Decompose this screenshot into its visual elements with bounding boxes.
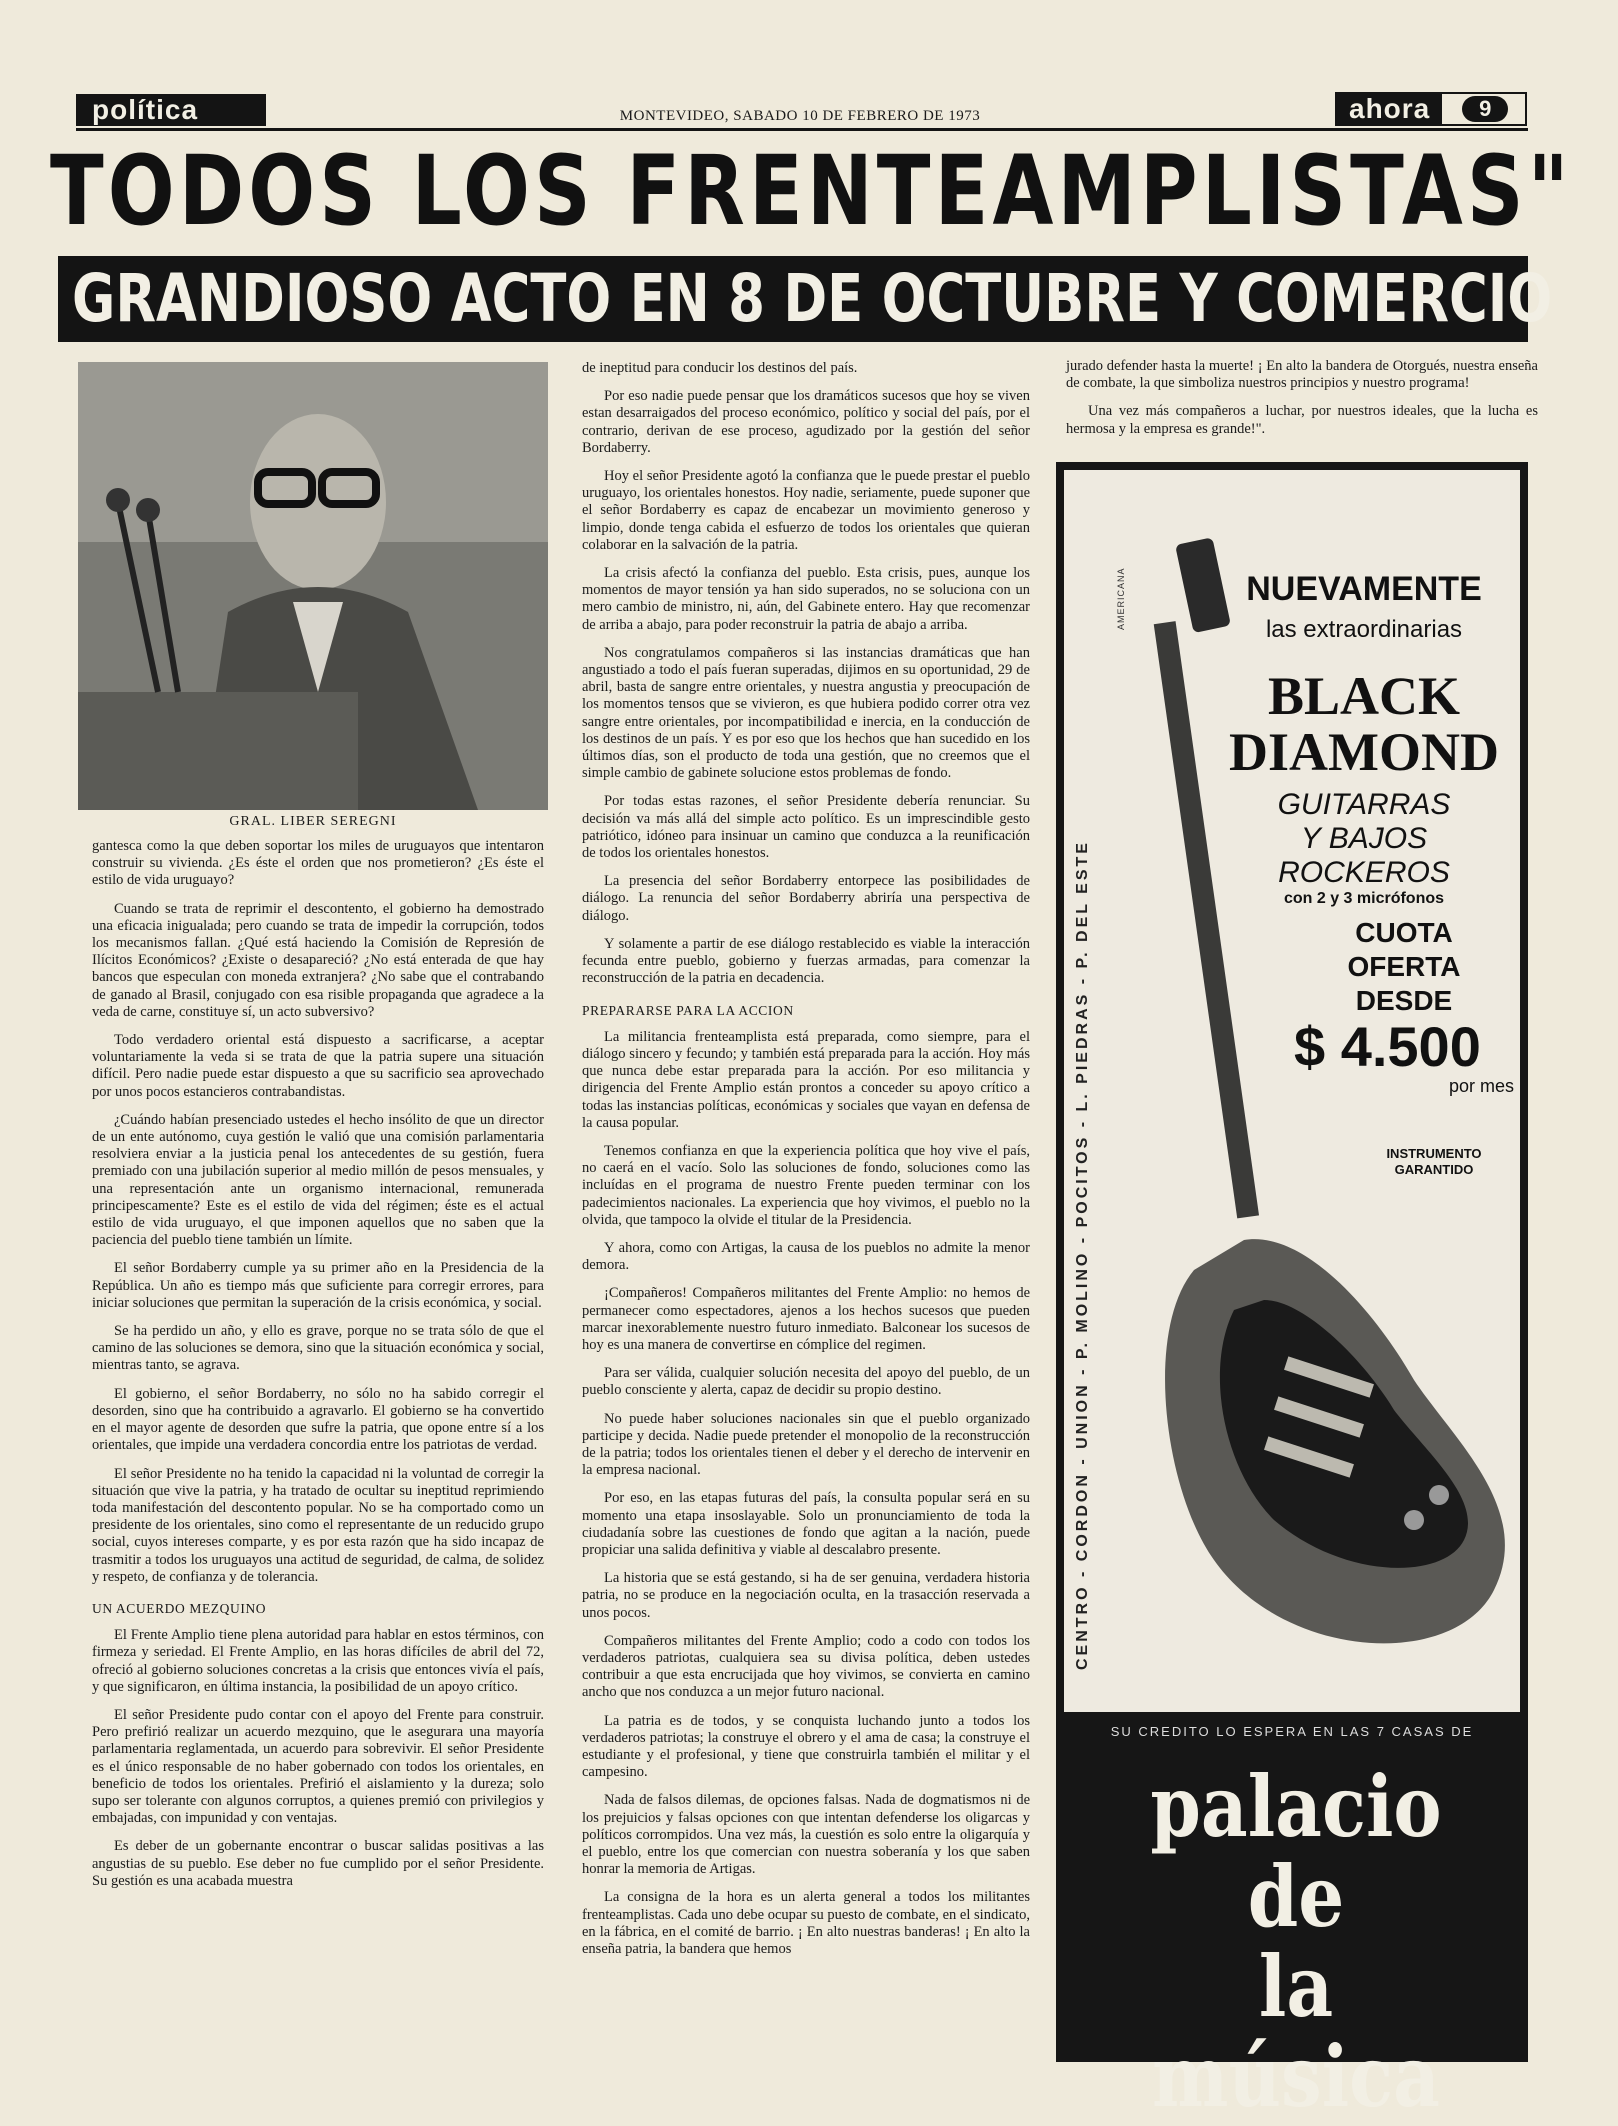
masthead-brand xyxy=(1335,92,1527,126)
paragraph: Hoy el señor Presidente agotó la confianza que le puede prestar el pueblo uruguayo, los orientales honestos. Hoy nadie, seriamente, puede suponer que el señor Bordaberry es capaz de encabezar un movimiento generoso y limpio, donde tenga cabida el esfuerzo de todos los orientales que quieran colaborar en la salvación de la patria. xyxy=(582,468,1030,553)
ad-mics: con 2 y 3 micrófonos xyxy=(1283,890,1445,907)
page-number: 9 xyxy=(1462,96,1508,122)
article-subhead: PREPARARSE PARA LA ACCION xyxy=(582,1002,794,1018)
paragraph: El señor Presidente no ha tenido la capacidad ni la voluntad de corregir la situación que vive la patria, y ha tratado de ocultar su ineptitud reprimiendo toda manifestación del descontento popular. No se ha comportado como un presidente de los orientales, sino como el representante de un reducido grupo social, cuyos intereses comparte, y es por esta razón que ha sido incapaz de trasmitir a todos los uruguayos una actitud de seguridad, de calma, de solidez y respeto, de confianza y de tolerancia. xyxy=(92,1465,544,1585)
paragraph: Nos congratulamos compañeros si las instancias dramáticas que han angustiado a todo el país fueran superadas, dijimos en su oportunidad, 29 de abril, basta de sangre entre orientales, y nuestra angustia y preocupación de los momentos tensos que se vivieron, es que hubiera podido correr otra vez sangre entre orientales, por incompatibilidad e inercia, en la conducción de los destinos de un país. Y es por eso que los hechos que han sucedido en los últimos días, son el producto de toda una gestión, que no creemos que el simple cambio de gabinete solucione estos problemas de fondo. xyxy=(582,644,1030,782)
ad-brand-line: BLACK xyxy=(1267,666,1461,726)
ad-guarantee-line: INSTRUMENTO xyxy=(1386,1146,1482,1161)
ad-product-line: GUITARRAS xyxy=(1277,788,1451,821)
ad-offer-line: CUOTA xyxy=(1355,917,1453,948)
sub-headline-band xyxy=(58,256,1553,342)
ad-branches: CENTRO - CORDON - UNION - P. MOLINO - POCITOS - L. PIEDRAS - P. DEL ESTE xyxy=(1074,840,1091,1670)
article-column-1 xyxy=(92,838,544,2056)
store-logo-line: palacio de xyxy=(1150,1757,1442,1946)
paragraph: La historia que se está gestando, si ha de ser genuina, verdadera historia patria, no se produce en la negociación oculta, en la trasacción reservada a unos pocos. xyxy=(582,1570,1030,1621)
paragraph: No puede haber soluciones nacionales sin que el pueblo organizado participe y decida. Nadie puede pretender el monopolio de la reconstrucción de la patria; todos los orientales tienen el deber y el derecho de intervenir en la empresa nacional. xyxy=(582,1410,1030,1479)
ad-products xyxy=(1214,788,1514,890)
paragraph: jurado defender hasta la muerte! ¡ En alto la bandera de Otorgués, nuestra enseña de combate, la que simboliza nuestros principios y nuestro programa! xyxy=(1066,358,1538,392)
paragraph: Para ser válida, cualquier solución necesita del apoyo del pueblo, de un pueblo consciente y alerta, capaz de decidir su propio destino. xyxy=(582,1365,1030,1399)
paragraph: El gobierno, el señor Bordaberry, no sólo no ha sabido corregir el desorden, sino que ha contribuido a agravarlo. El gobierno se ha convertido en el mayor agente de desorden que sufre la patria, que opone entre sí a los orientales, que impide una verdadera concordia entre los patriotas de verdad. xyxy=(92,1385,544,1454)
paragraph: Una vez más compañeros a luchar, por nuestros ideales, que la lucha es hermosa y la empresa es grande!". xyxy=(1066,403,1538,437)
paragraph: Cuando se trata de reprimir el descontento, el gobierno ha demostrado una eficacia inigualada; pero cuando se trata de impedir la corrupción, todos los mecanismos fallan. ¿Qué está haciendo la Comisión de Represión de Ilícitos Económicos? ¿Existe o desapareció? ¿No está enterada de que hay bancos que especulan con moneda extranjera? ¿No sabe que el contrabando de ganado al Brasil, conjugado con esa risible propaganda que agradece a la veda de carne, constituye sí, un acto subversivo? xyxy=(92,900,544,1020)
article-column-3 xyxy=(1066,358,1538,438)
header-rule xyxy=(76,128,1528,131)
store-logo-line: la música xyxy=(1152,1937,1440,2126)
paragraph: Nada de falsos dilemas, de opciones falsas. Nada de dogmatismos ni de los prejuicios y falsas opciones con que intentan defenderse los oligarcas y políticos corrompidos. Una vez más, la cuestión es solo entre la oligarquía y el pueblo, entre los que comercian con nuestra soberanía y los que saben honrar la memoria de Artigas. xyxy=(582,1792,1030,1878)
paragraph: gantesca como la que deben soportar los miles de uruguayos que intentaron construir su vivienda. ¿Es éste el orden que nos prometieron? ¿Es éste el estilo de vida uruguayo? xyxy=(92,838,544,889)
dateline: MONTEVIDEO, SABADO 10 DE FEBRERO DE 1973 xyxy=(619,108,981,124)
paragraph: La presencia del señor Bordaberry entorpece las posibilidades de diálogo. La renuncia del señor Bordaberry abriría una perspectiva de diálogo. xyxy=(582,873,1030,924)
paragraph: Se ha perdido un año, y ello es grave, porque no se trata sólo de que el camino de las soluciones se demora, sino que la situación económica y social, mientras tanto, se agrava. xyxy=(92,1323,544,1374)
section-tag: política xyxy=(76,94,266,126)
ad-price: $ 4.500 xyxy=(1294,1015,1481,1078)
ad-brand xyxy=(1214,668,1514,780)
ad-offer-line: DESDE xyxy=(1355,985,1453,1016)
paragraph: Por todas estas razones, el señor Presidente debería renunciar. Su decisión va más allá del simple acto político. Es un imprescindible gesto patriótico, idóneo para insinuar un camino que conduzca a la reunificación de todos los orientales honestos. xyxy=(582,793,1030,862)
paragraph: El Frente Amplio tiene plena autoridad para hablar en estos términos, con firmeza y seriedad. El Frente Amplio, en las horas difíciles de abril del 72, ofreció al gobierno soluciones concretas a la crisis que entonces vivía el país, y que significaron, en última instancia, la posibilidad de un apoyo crítico. xyxy=(92,1627,544,1695)
paragraph: La crisis afectó la confianza del pueblo. Esta crisis, pues, aunque los momentos de mayor tensión ya han sido superados, no se soluciona con un mero cambio de ministro, ni, aún, del Gabinete entero. Hay que recomenzar de arriba a abajo, para poder reconstruir la patria de abajo a arriba. xyxy=(582,565,1030,633)
photo-caption: GRAL. LIBER SEREGNI xyxy=(229,814,397,829)
paragraph: Compañeros militantes del Frente Amplio; codo a codo con todos los verdaderos patriotas, cualquiera sea su divisa política, deben ustedes contribuir a que esta encrucijada que hoy vivimos, se convierta en camino ancho que nos conduzca a un mejor futuro nacional. xyxy=(582,1632,1030,1701)
ad-guarantee xyxy=(1364,1146,1504,1178)
ad-product-line: ROCKEROS xyxy=(1278,856,1450,889)
speaker-illustration xyxy=(78,362,548,810)
paragraph: de ineptitud para conducir los destinos del país. xyxy=(582,360,858,376)
paragraph: La consigna de la hora es un alerta general a todos los militantes frenteamplistas. Cada uno debe ocupar su puesto de combate, en el sindicato, en la fábrica, en el comité de barrio. ¡ En alto nuestras banderas! ¡ En alto la enseña patria, la bandera que hemos xyxy=(582,1889,1030,1958)
paragraph: El señor Bordaberry cumple ya su primer año en la Presidencia de la República. Un año es tiempo más que suficiente para corregir errores, para iniciar soluciones que permitan la superación de la crisis económica, y social. xyxy=(92,1260,544,1311)
article-subhead: UN ACUERDO MEZQUINO xyxy=(92,1600,267,1616)
ad-side-brand: AMERICANA xyxy=(1116,567,1126,630)
paragraph: ¿Cuándo habían presenciado ustedes el hecho insólito de que un director de un ente autónomo, cuya gestión le valió que una comisión parlamentaria resolviera enviar a la justicia penal los antecedentes de su gestión, fuera premiado con una jubilación superior al medio millón de pesos mensuales, y una representación ante un organismo internacional, remunerada principescamente? Este es el estilo de vida del régimen; éste es el actual estilo de vida uruguayo, el que imponen aquellos que no saben que la paciencia del pueblo tiene también un límite. xyxy=(92,1111,544,1249)
ad-subline: las extraordinarias xyxy=(1265,616,1463,643)
paragraph: Tenemos confianza en que la experiencia política que hoy vive el país, no caerá en el vacío. Solo las soluciones de fondo, soluciones como las incluídas en el programa de nuestro Frente pueden terminar con los padecimientos nacionales. La experiencia que hoy vivimos, el pueblo no la olvida, que tampoco la olvide el titular de la Presidencia. xyxy=(582,1142,1030,1228)
ad-brand-line: DIAMOND xyxy=(1229,722,1499,782)
ad-headline: NUEVAMENTE xyxy=(1246,570,1482,608)
ad-credit-line: SU CREDITO LO ESPERA EN LAS 7 CASAS DE xyxy=(1110,1724,1474,1739)
sub-headline: GRANDIOSO ACTO EN 8 DE OCTUBRE Y COMERCIO xyxy=(72,260,1553,337)
paragraph: ¡Compañeros! Compañeros militantes del Frente Amplio: no hemos de permanecer como espectadores, ajenos a los hechos sucesos que pueden marcar inexorablemente nuestro futuro inmediato. Balconear los sucesos de hoy es una manera de convertirse en cómplice del regimen. xyxy=(582,1285,1030,1353)
ad-guarantee-line: GARANTIDO xyxy=(1394,1162,1474,1177)
ad-per-month: por mes xyxy=(1448,1076,1514,1096)
ad-offer-line: OFERTA xyxy=(1347,951,1461,982)
paragraph: Por eso nadie puede pensar que los dramáticos sucesos que hoy se viven estan desarraigados del proceso económico, político y social del país, por el contrario, derivan de ese proceso, agudizado por la gestión del señor Bordaberry. xyxy=(582,388,1030,456)
ad-panel xyxy=(1064,470,1520,1712)
paragraph: Y solamente a partir de ese diálogo restablecido es viable la interacción fecunda entre pueblo, gobierno y fuerzas armadas, para comenzar la reconstrucción de la patria en decadencia. xyxy=(582,935,1030,987)
ad-offer xyxy=(1294,916,1514,1018)
speaker-photo xyxy=(78,362,548,810)
paragraph: Todo verdadero oriental está dispuesto a sacrificarse, a aceptar voluntariamente la veda si se trata de que la patria supere una situación difícil. Pero nadie puede estar dispuesto a que su sacrificio sea aprovechado por unos pocos estancieros contrabandistas. xyxy=(92,1032,544,1100)
paragraph: El señor Presidente pudo contar con el apoyo del Frente para construir. Pero prefirió realizar un acuerdo mezquino, que le asegurara una mayoría parlamentaria reglamentada, un acuerdo para sobrevivir. El señor Presidente es el único responsable de no haber gobernado con todos los orientales, en beneficio de todos los orientales. Prefirió el aislamiento y la dureza; solo supo ser tolerante con algunos corruptos, a quienes premió con privilegios y embajadas, con impunidad y con ventajas. xyxy=(92,1706,544,1827)
ad-product-line: Y BAJOS xyxy=(1300,822,1428,855)
paragraph: La militancia frenteamplista está preparada, como siempre, para el diálogo sincero y fecundo; y también está preparada para la acción. Hoy más que nunca debe estar preparada para la acción. Por eso militancia y dirigencia del Frente Amplio están prontos a conceder su apoyo crítico a todas las instancias políticas, económicas y sociales que vayan en defensa de la causa popular. xyxy=(582,1028,1030,1131)
guitar-advertisement xyxy=(1056,462,1528,2126)
paragraph: La patria es de todos, y se conquista luchando junto a todos los verdaderos patriotas; la construye el obrero y el ama de casa; la construye el estudiante y el profesional, y tiene que construirla también el militar y el campesino. xyxy=(582,1712,1030,1781)
paragraph: Es deber de un gobernante encontrar o buscar salidas positivas a las angustias de su pueblo. Ese deber no fue cumplido por el señor Presidente. Su gestión es una acabada muestra xyxy=(92,1838,544,1889)
main-headline: TODOS LOS FRENTEAMPLISTAS" xyxy=(50,135,1573,247)
article-column-2 xyxy=(582,360,1030,2060)
paragraph: Por eso, en las etapas futuras del país, la consulta popular será en su momento una etapa insoslayable. Solo un pronunciamiento de toda la ciudadanía sobre las cuestiones de fondo que agitan a la nación, puede propiciar una salida definitiva y viable al descalabro presente. xyxy=(582,1490,1030,1558)
paragraph: Y ahora, como con Artigas, la causa de los pueblos no admite la menor demora. xyxy=(582,1239,1030,1274)
brand-name: ahora xyxy=(1337,94,1442,124)
store-logo xyxy=(1107,1757,1485,2126)
